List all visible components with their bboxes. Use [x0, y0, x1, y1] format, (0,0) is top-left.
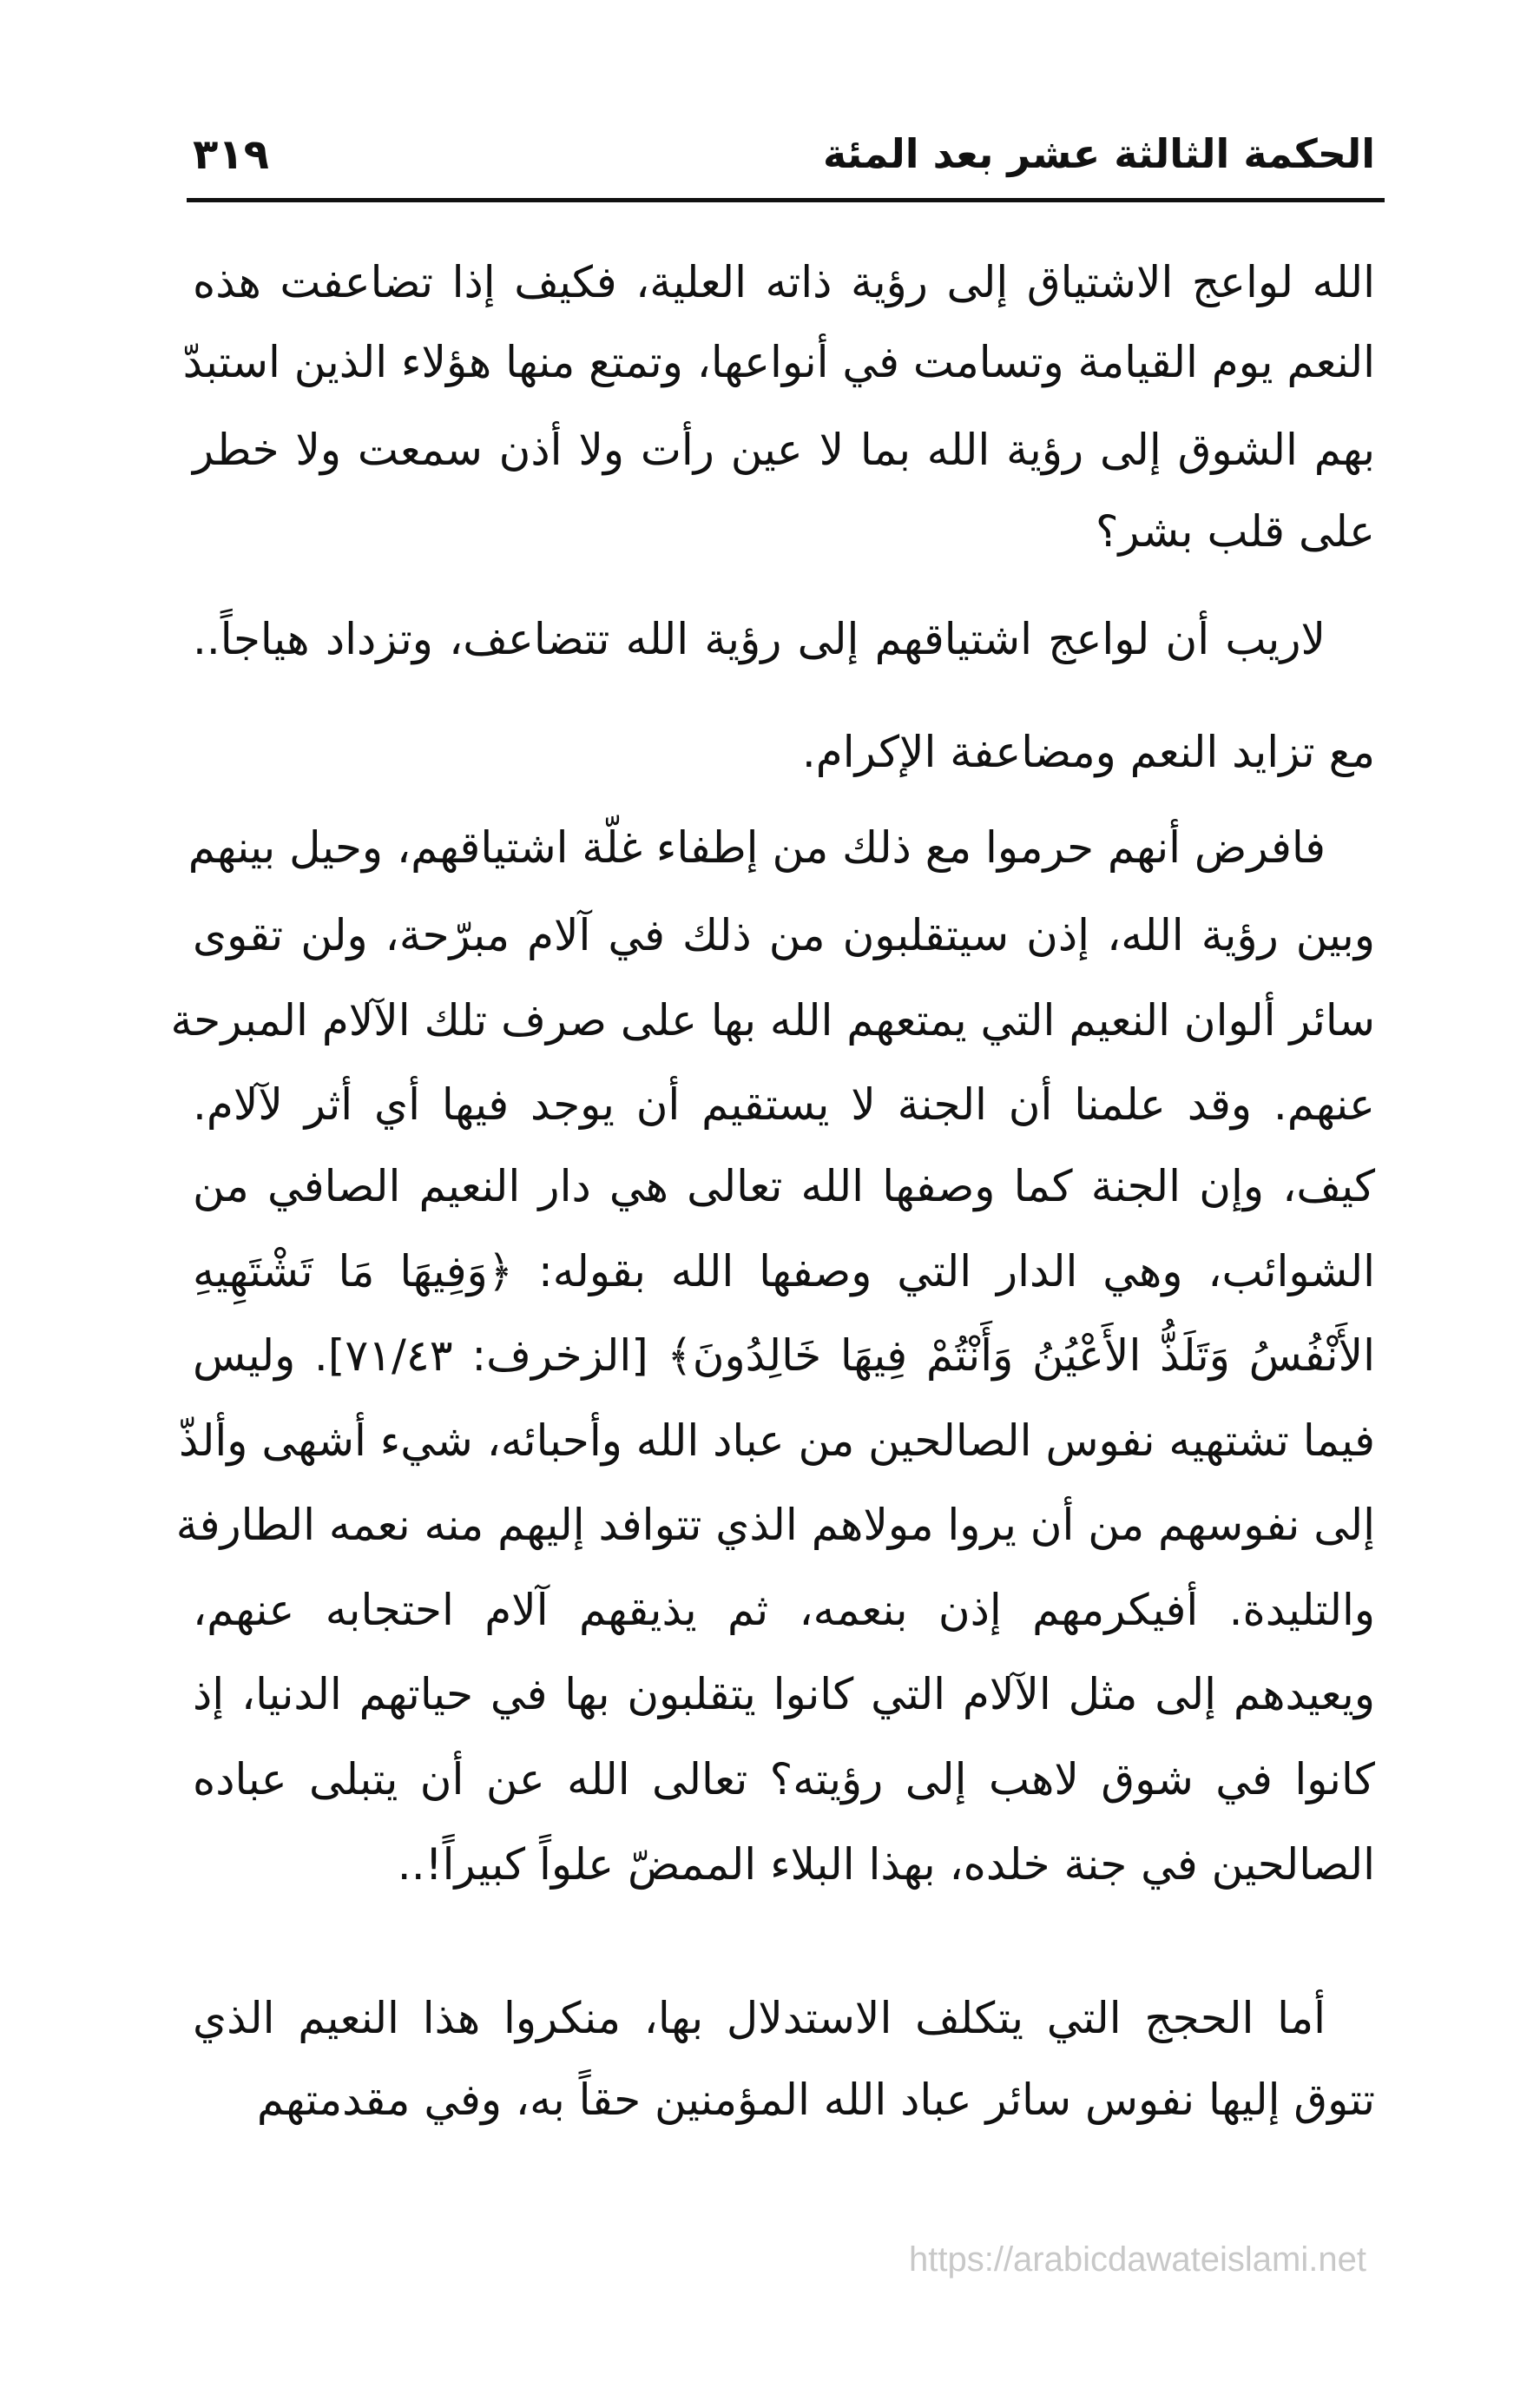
text-line: الصالحين في جنة خلده، بهذا البلاء الممضّ علواً كبيراً!.. [397, 1839, 1375, 1890]
running-title: الحكمة الثالثة عشر بعد المئة [823, 130, 1375, 177]
text-line: لاريب أن لواعج اشتياقهم إلى رؤية الله تتضاعف، وتزداد هياجاً.. [193, 614, 1326, 664]
text-line: عنهم. وقد علمنا أن الجنة لا يستقيم أن يوجد فيها أي أثر لآلام. [193, 1079, 1375, 1130]
text-line: أما الحجج التي يتكلف الاستدلال بها، منكروا هذا النعيم الذي [193, 1993, 1326, 2043]
text-line: الشوائب، وهي الدار التي وصفها الله بقوله: ﴿وَفِيهَا مَا تَشْتَهِيهِ [193, 1246, 1375, 1296]
text-line: فيما تشتهيه نفوس الصالحين من عباد الله وأحبائه، شيء أشهى وألذّ [178, 1415, 1375, 1466]
text-line: تتوق إليها نفوس سائر عباد الله المؤمنين حقاً به، وفي مقدمتهم [256, 2075, 1375, 2125]
text-line: بهم الشوق إلى رؤية الله بما لا عين رأت ولا أذن سمعت ولا خطر [193, 425, 1375, 475]
page-number: ٣١٩ [193, 130, 269, 179]
text-line: إلى نفوسهم من أن يروا مولاهم الذي تتوافد إليهم منه نعمه الطارفة [175, 1500, 1375, 1550]
text-line: على قلب بشر؟ [1095, 506, 1375, 557]
text-line: سائر ألوان النعيم التي يمتعهم الله بها على صرف تلك الآلام المبرحة [170, 995, 1375, 1046]
text-line: الله لواعج الاشتياق إلى رؤية ذاته العلية، فكيف إذا تضاعفت هذه [193, 257, 1375, 307]
header-rule [187, 198, 1385, 202]
watermark: https://arabicdawateislami.net [909, 2240, 1366, 2279]
text-line: وبين رؤية الله، إذن سيتقلبون من ذلك في آلام مبرّحة، ولن تقوى [193, 910, 1375, 960]
text-line: مع تزايد النعم ومضاعفة الإكرام. [801, 727, 1375, 777]
text-line: النعم يوم القيامة وتسامت في أنواعها، وتمتع منها هؤلاء الذين استبدّ [182, 337, 1375, 387]
text-line: والتليدة. أفيكرمهم إذن بنعمه، ثم يذيقهم آلام احتجابه عنهم، [193, 1585, 1375, 1635]
text-line: فافرض أنهم حرموا مع ذلك من إطفاء غلّة اشتياقهم، وحيل بينهم [188, 822, 1326, 873]
text-line: كانوا في شوق لاهب إلى رؤيته؟ تعالى الله عن أن يتبلى عباده [193, 1754, 1375, 1804]
text-line: ويعيدهم إلى مثل الآلام التي كانوا يتقلبون بها في حياتهم الدنيا، إذ [193, 1669, 1375, 1719]
text-line: كيف، وإن الجنة كما وصفها الله تعالى هي دار النعيم الصافي من [193, 1161, 1375, 1211]
text-line: الأَنْفُسُ وَتَلَذُّ الأَعْيُنُ وَأَنْتُمْ فِيهَا خَالِدُونَ﴾ [الزخرف: ٧١/٤٣]. وليس [193, 1330, 1375, 1381]
